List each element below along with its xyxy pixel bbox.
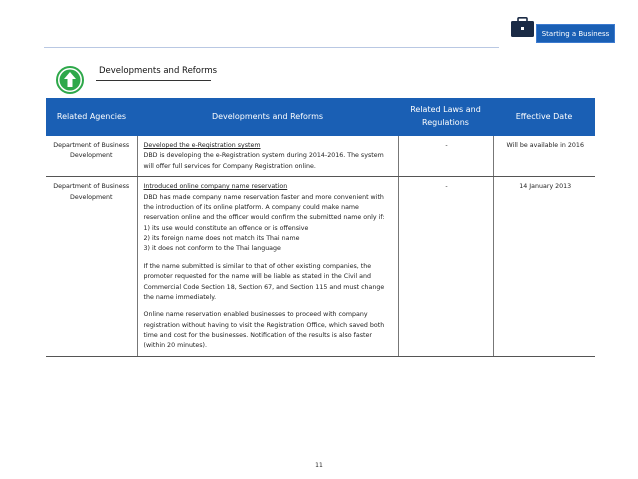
header-divider (44, 47, 499, 48)
table-row (46, 136, 595, 177)
condition-item: 2) its foreign name does not match its Thai name (143, 235, 300, 242)
section-badge[interactable]: Starting a Business (536, 24, 615, 43)
agency-cell: Department of Business Development (46, 136, 137, 177)
section-title: Developments and Reforms (99, 66, 218, 76)
condition-item: 3) it does not conform to the Thai language (143, 245, 281, 253)
development-title: Developed the e-Registration system (143, 142, 261, 149)
development-cell (137, 136, 398, 177)
up-arrow-icon (56, 66, 84, 94)
developments-table (46, 98, 595, 357)
development-text: DBD has made company name reservation faster and more convenient with the introduction of its online platform. A company could make name reservation online and the officer would confirm the submitted name only if: (143, 193, 385, 222)
date-cell: 14 January 2013 (493, 177, 595, 357)
page-number: 11 (315, 462, 323, 469)
column-header-laws: Related Laws and Regulations (398, 98, 493, 136)
laws-cell: - (398, 177, 493, 357)
development-title: Introduced online company name reservation (143, 183, 288, 191)
development-cell (137, 177, 398, 357)
briefcase-icon (511, 17, 534, 37)
column-header-developments: Developments and Reforms (137, 98, 398, 136)
development-text: Online name reservation enabled businesses to proceed with company registration without having to visit the Registration Office, which saved both time and cost for the businesses. Notification of the results is also faster (within 20 minutes). (143, 311, 385, 350)
table-row (46, 177, 595, 357)
column-header-agencies: Related Agencies (46, 98, 137, 136)
laws-cell: - (398, 136, 493, 177)
date-cell: Will be available in 2016 (493, 136, 595, 177)
development-text: DBD is developing the e-Registration system during 2014-2016. The system will offer full services for Company Registration online. (143, 152, 384, 170)
agency-cell: Department of Business Development (46, 177, 137, 357)
condition-item: 1) its use would constitute an offence or is offensive (143, 224, 309, 232)
paragraph-gap (144, 303, 394, 310)
section-title-underline (96, 80, 211, 81)
column-header-date: Effective Date (493, 98, 595, 136)
table-header-row (46, 98, 595, 136)
development-text: If the name submitted is similar to that of other existing companies, the promoter requested for the name will be liable as stated in the Civil and Commercial Code Section 18, Section 67, and Section 115 and must change the name immediately. (143, 262, 385, 301)
paragraph-gap (144, 255, 394, 262)
